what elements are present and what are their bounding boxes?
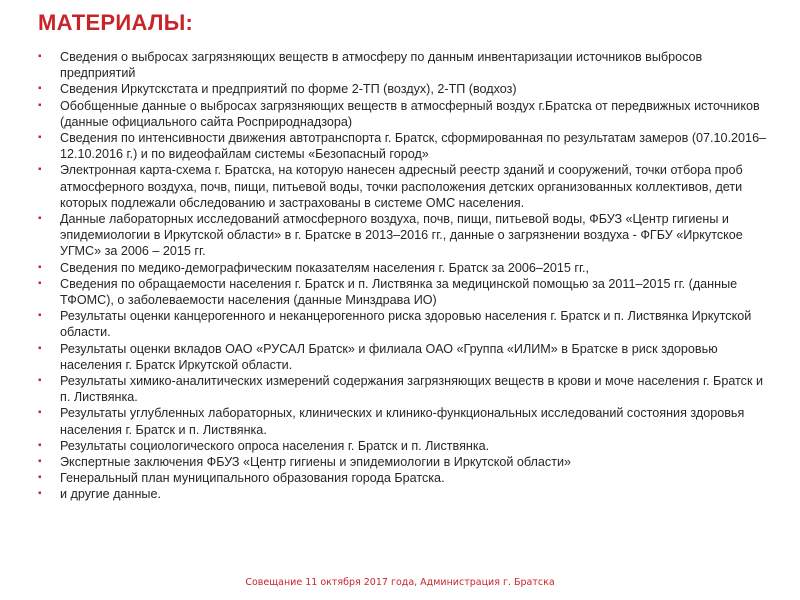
list-item	[38, 341, 768, 373]
list-item-text: Результаты оценки канцерогенного и неканцерогенного риска здоровью населения г. Братск и п. Листвянка Иркутской области.	[60, 309, 752, 340]
bullet-icon: ▪	[38, 456, 42, 468]
slide-title: МАТЕРИАЛЫ:	[38, 10, 194, 35]
bullet-icon: ▪	[38, 51, 42, 62]
list-item-text: Экспертные заключения ФБУЗ «Центр гигиены и эпидемиологии в Иркутской области»	[60, 455, 571, 470]
list-item	[38, 211, 768, 260]
list-item	[38, 373, 768, 405]
bullet-icon: ▪	[38, 213, 42, 225]
list-item	[38, 486, 768, 502]
list-item	[38, 454, 768, 470]
bullet-icon: ▪	[38, 310, 42, 322]
list-item-text: Данные лабораторных исследований атмосферного воздуха, почв, пищи, питьевой воды, ФБУЗ «Центр гигиены и эпидемиологии в Иркутской области» в г. Братске в 2013–2016 гг., данные о загрязнении воздуха - ФГБУ «Иркутское УГМС» за 2006 – 2015 гг.	[60, 212, 743, 259]
materials-list	[38, 49, 768, 503]
bullet-icon: ▪	[38, 164, 42, 176]
list-item	[38, 438, 768, 454]
list-item-text: Электронная карта-схема г. Братска, на которую нанесен адресный реестр зданий и сооружений, точки отбора проб атмосферного воздуха, почв, пищи, питьевой воды, точки расположения детских организованных коллективов, дети которых подлежали обследованию и застрахованы в системе ОМС населения.	[60, 163, 743, 210]
bullet-icon: ▪	[38, 132, 42, 144]
list-item-text: Сведения Иркутскстата и предприятий по форме 2-ТП (воздух), 2-ТП (водхоз)	[60, 82, 517, 97]
list-item-text: Генеральный план муниципального образования города Братска.	[60, 471, 445, 486]
bullet-icon: ▪	[38, 407, 42, 419]
list-item	[38, 405, 768, 437]
bullet-icon: ▪	[38, 375, 42, 387]
bullet-icon: ▪	[38, 277, 42, 289]
list-item	[38, 308, 768, 340]
bullet-icon: ▪	[38, 488, 42, 500]
list-item-text: Сведения по интенсивности движения автотранспорта г. Братск, сформированная по результатам замеров (07.10.2016–12.10.2016 г.) и по видеофайлам системы «Безопасный город»	[60, 131, 767, 162]
list-item	[38, 98, 768, 130]
list-item	[38, 81, 768, 97]
list-item-text: Сведения по обращаемости населения г. Братск и п. Листвянка за медицинской помощью за 2011–2015 гг. (данные ТФОМС), о заболеваемости населения (данные Минздрава ИО)	[60, 276, 738, 308]
list-item-text: Обобщенные данные о выбросах загрязняющих веществ в атмосферный воздух г.Братска от передвижных источников (данные официального сайта Росприроднадзора)	[60, 98, 760, 129]
list-item-text: Результаты оценки вкладов ОАО «РУСАЛ Братск» и филиала ОАО «Группа «ИЛИМ» в Братске в риск здоровью населения г. Братск Иркутской области.	[60, 341, 718, 372]
list-item-text: Сведения по медико-демографическим показателям населения г. Братск за 2006–2015 гг.,	[60, 260, 590, 275]
slide-footer: Совещание 11 октября 2017 года, Администрация г. Братска	[245, 577, 555, 588]
list-item	[38, 470, 768, 486]
list-item-text: Результаты углубленных лабораторных, клинических и клинико-функциональных исследований состояния здоровья населения г. Братск и п. Листвянка.	[60, 406, 745, 437]
list-item-text: Результаты социологического опроса населения г. Братск и п. Листвянка.	[60, 438, 490, 453]
list-item	[38, 260, 768, 276]
bullet-icon: ▪	[38, 99, 42, 111]
bullet-icon: ▪	[38, 342, 42, 354]
list-item-text: Результаты химико-аналитических измерений содержания загрязняющих веществ в крови и моче населения г. Братск и п. Листвянка.	[60, 374, 764, 405]
list-item	[38, 49, 768, 81]
bullet-icon: ▪	[38, 83, 42, 95]
list-item	[38, 162, 768, 211]
list-item-text: Сведения о выбросах загрязняющих веществ в атмосферу по данным инвентаризации источников выбросов предприятий	[60, 50, 703, 81]
list-item	[38, 276, 768, 308]
bullet-icon: ▪	[38, 439, 42, 451]
bullet-icon: ▪	[38, 472, 42, 484]
list-item-text: и другие данные.	[60, 487, 161, 502]
list-item	[38, 130, 768, 162]
bullet-icon: ▪	[38, 261, 42, 273]
